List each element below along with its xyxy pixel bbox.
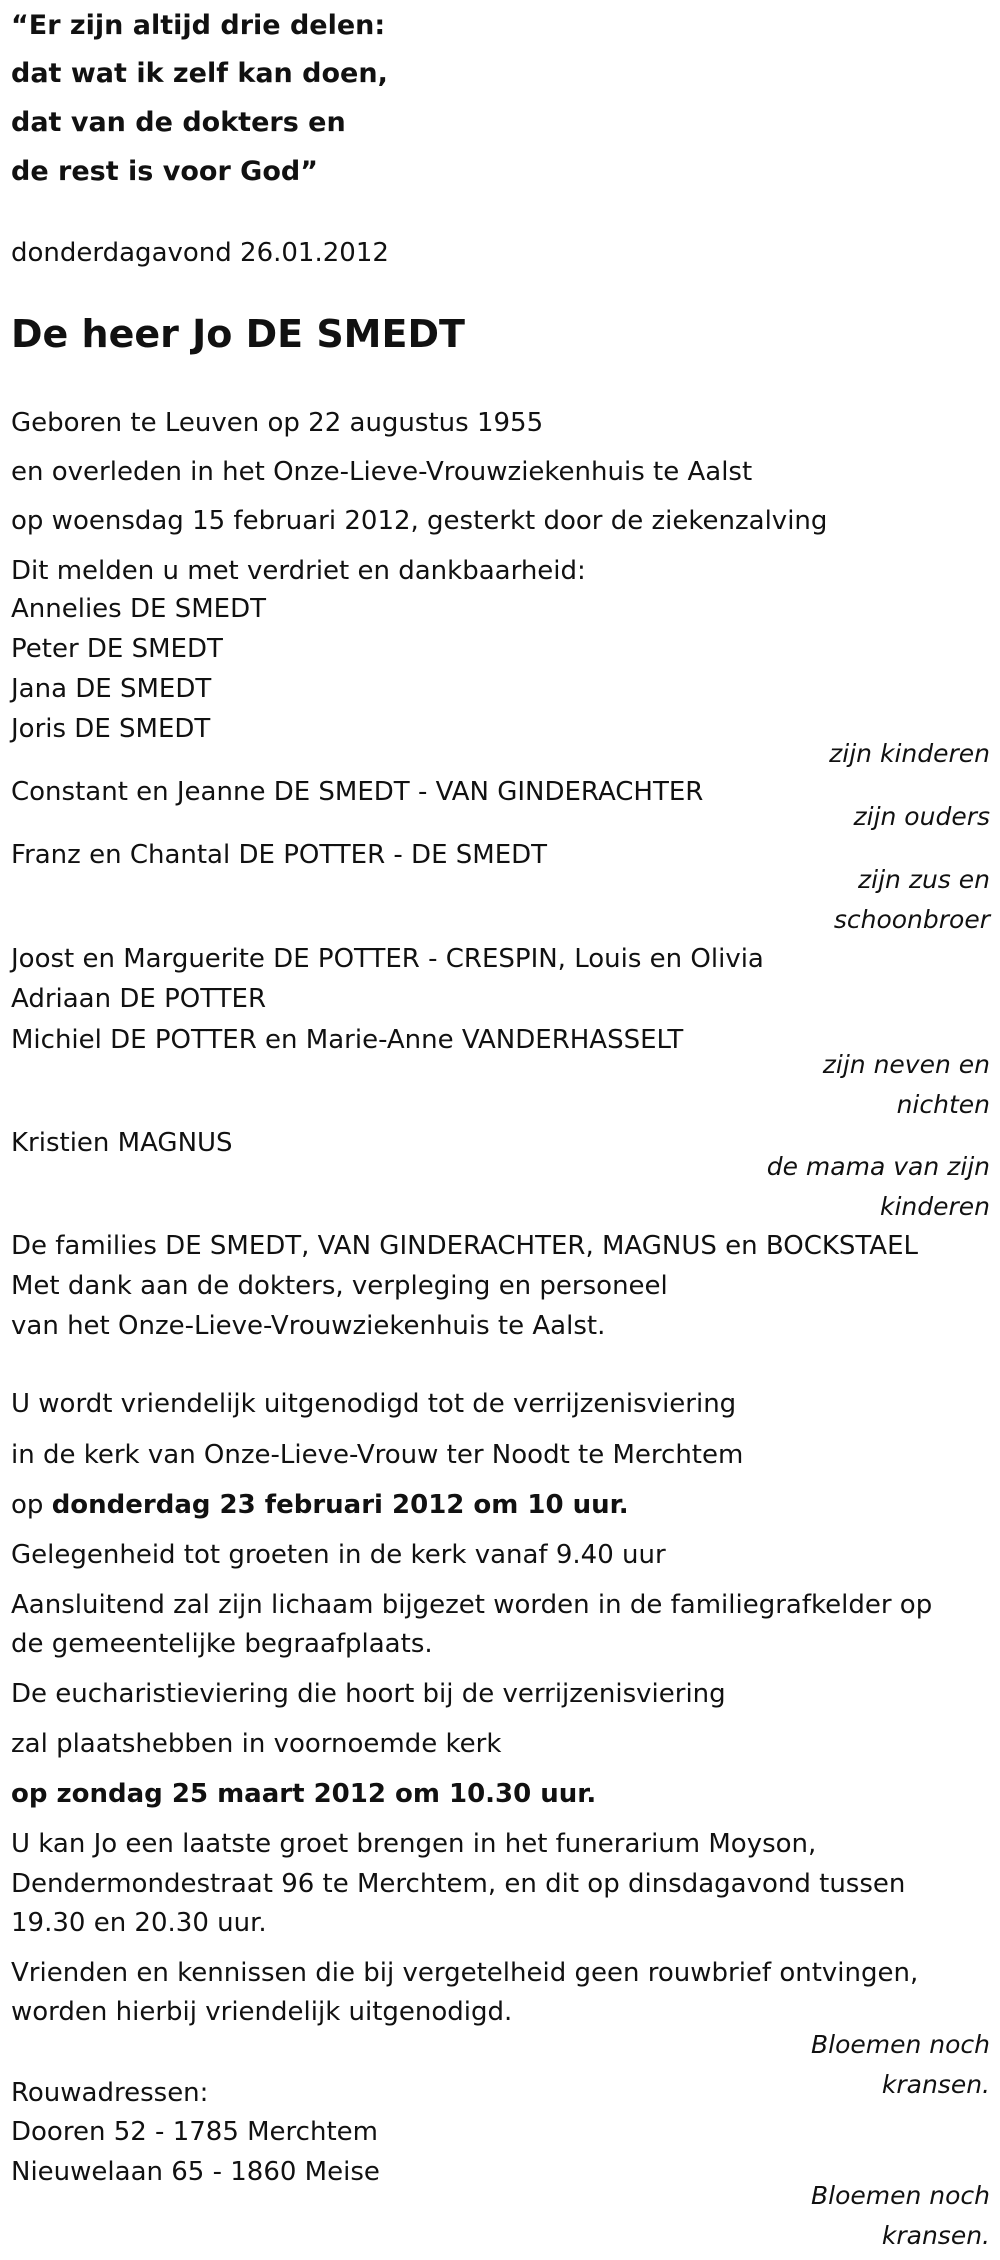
thanks-line: Met dank aan de dokters, verpleging en personeel [11,1271,668,1301]
flowers-note: Bloemen noch [810,2030,990,2059]
child-name: Peter DE SMEDT [11,634,223,664]
relation-sister: schoonbroer [833,905,990,934]
sister-line: Franz en Chantal DE POTTER - DE SMEDT [11,840,548,870]
eucharist-line: De eucharistieviering die hoort bij de verrijzenisviering [11,1679,726,1709]
ceremony-prefix: op [11,1490,52,1520]
birth-line: Geboren te Leuven op 22 augustus 1955 [11,408,544,438]
nephew-line: Adriaan DE POTTER [11,984,267,1014]
quote-line: dat wat ik zelf kan doen, [11,58,388,89]
relation-sister: zijn zus en [858,865,990,894]
relation-children: zijn kinderen [829,739,990,768]
quote-line: de rest is voor God” [11,156,318,187]
thanks-line: van het Onze-Lieve-Vrouwziekenhuis te Aalst. [11,1311,606,1341]
addresses-label: Rouwadressen: [11,2078,209,2108]
flowers-note: kransen. [881,2070,990,2099]
ceremony-date: donderdag 23 februari 2012 om 10 uur. [51,1490,629,1520]
relation-mother: kinderen [879,1192,990,1221]
eucharist-line: zal plaatshebben in voornoemde kerk [11,1729,502,1759]
nephew-line: Joost en Marguerite DE POTTER - CRESPIN, Louis en Olivia [11,944,764,974]
invite-line: U wordt vriendelijk uitgenodigd tot de verrijzenisviering [11,1389,737,1419]
quote-line: “Er zijn altijd drie delen: [11,10,386,41]
funerarium-line: U kan Jo een laatste groet brengen in het funerarium Moyson, [11,1829,817,1859]
address-line: Nieuwelaan 65 - 1860 Meise [11,2157,380,2187]
relation-parents: zijn ouders [853,802,990,831]
birth-line: en overleden in het Onze-Lieve-Vrouwziekenhuis te Aalst [11,457,753,487]
invite-line: in de kerk van Onze-Lieve-Vrouw ter Noodt te Merchtem [11,1440,744,1470]
relation-mother: de mama van zijn [766,1152,990,1181]
child-name: Jana DE SMEDT [11,674,212,704]
burial-line: Aansluitend zal zijn lichaam bijgezet worden in de familiegrafkelder op [11,1590,933,1620]
relation-nephews: nichten [896,1090,990,1119]
eucharist-date: op zondag 25 maart 2012 om 10.30 uur. [11,1779,597,1809]
page-title: De heer Jo DE SMEDT [11,312,465,356]
friends-line: Vrienden en kennissen die bij vergetelheid geen rouwbrief ontvingen, [11,1958,919,1988]
address-line: Dooren 52 - 1785 Merchtem [11,2117,378,2147]
parents-line: Constant en Jeanne DE SMEDT - VAN GINDERACHTER [11,777,704,807]
ceremony-line [11,1486,629,1524]
flowers-note: Bloemen noch [810,2181,990,2210]
funerarium-line: 19.30 en 20.30 uur. [11,1908,267,1938]
quote-line: dat van de dokters en [11,107,346,138]
child-name: Joris DE SMEDT [11,714,211,744]
birth-line: op woensdag 15 februari 2012, gesterkt door de ziekenzalving [11,506,828,536]
friends-line: worden hierbij vriendelijk uitgenodigd. [11,1997,513,2027]
mother-line: Kristien MAGNUS [11,1128,233,1158]
burial-line: de gemeentelijke begraafplaats. [11,1629,433,1659]
relation-nephews: zijn neven en [822,1050,990,1079]
announce-line: Dit melden u met verdriet en dankbaarheid: [11,556,586,586]
child-name: Annelies DE SMEDT [11,594,266,624]
date-line: donderdagavond 26.01.2012 [11,238,389,268]
greet-line: Gelegenheid tot groeten in de kerk vanaf 9.40 uur [11,1540,666,1570]
funerarium-line: Dendermondestraat 96 te Merchtem, en dit op dinsdagavond tussen [11,1869,906,1899]
nephew-line: Michiel DE POTTER en Marie-Anne VANDERHASSELT [11,1025,684,1055]
flowers-note: kransen. [881,2221,990,2250]
families-line: De families DE SMEDT, VAN GINDERACHTER, MAGNUS en BOCKSTAEL [11,1231,918,1261]
